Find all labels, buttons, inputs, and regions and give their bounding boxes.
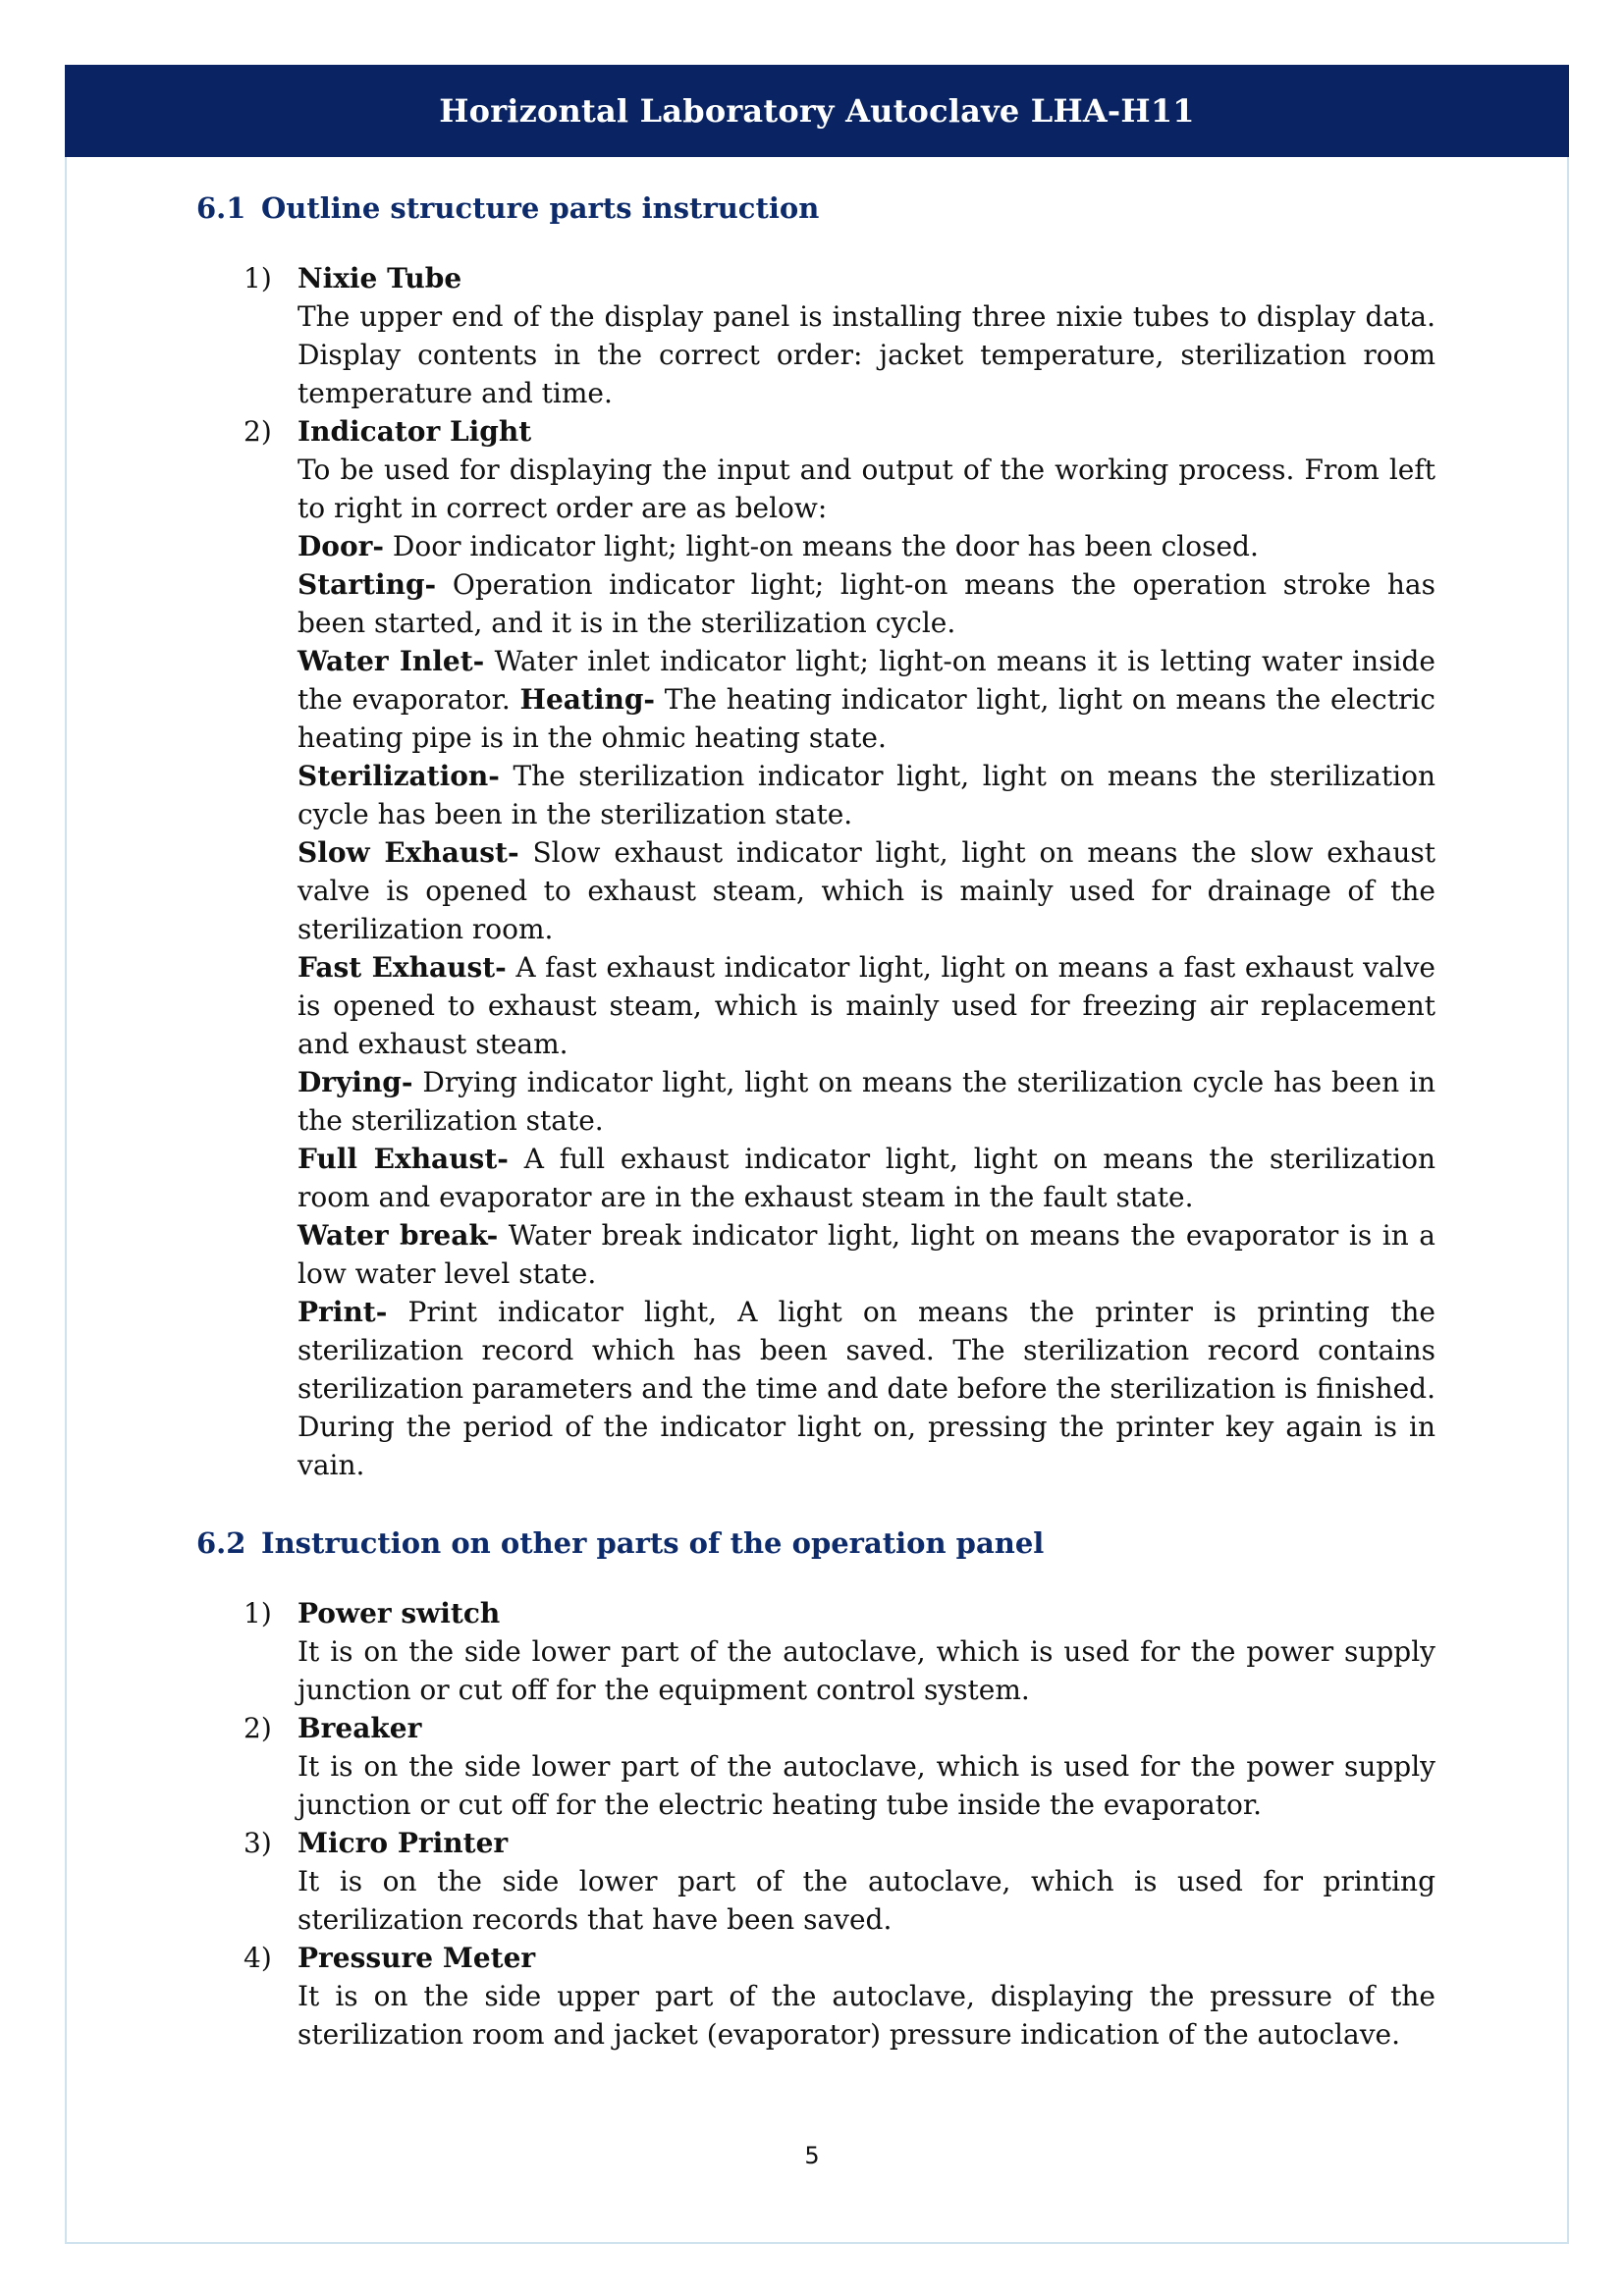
indicator-label: Slow Exhaust- bbox=[298, 836, 519, 869]
item-intro: To be used for displaying the input and output of the working process. From left to right in correct order are as below: bbox=[298, 454, 1435, 524]
indicator-fast-exhaust bbox=[298, 948, 1435, 1063]
list-marker: 2) bbox=[244, 415, 272, 448]
indicator-text: Print indicator light, A light on means the printer is printing the sterilization record which has been saved. The sterilization record contains sterilization parameters and the time and date before the sterilization is finished. During the period of the indicator light on, pressing the printer key again is in vain. bbox=[298, 1296, 1435, 1481]
indicator-label: Print- bbox=[298, 1296, 388, 1328]
list-item-indicator-light bbox=[196, 412, 1435, 1484]
indicator-text: A full exhaust indicator light, light on means the sterilization room and evaporator are in the exhaust steam in the fault state. bbox=[298, 1143, 1435, 1213]
section-heading-6-2 bbox=[196, 1523, 1435, 1563]
list-item-breaker bbox=[196, 1709, 1435, 1824]
indicator-text: Drying indicator light, light on means the sterilization cycle has been in the sterilization state. bbox=[298, 1066, 1435, 1137]
indicator-sterilization bbox=[298, 757, 1435, 833]
list-item-pressure-meter bbox=[196, 1939, 1435, 2054]
indicator-label: Water break- bbox=[298, 1219, 499, 1252]
indicator-label: Drying- bbox=[298, 1066, 413, 1098]
indicator-door bbox=[298, 527, 1435, 565]
section-6-2-list bbox=[196, 1594, 1435, 2054]
document-title: Horizontal Laboratory Autoclave LHA-H11 bbox=[439, 92, 1195, 130]
indicator-label: Full Exhaust- bbox=[298, 1143, 509, 1175]
item-text: It is on the side lower part of the autoclave, which is used for the power supply junction or cut off for the equipment control system. bbox=[298, 1635, 1435, 1706]
section-number: 6.2 bbox=[196, 1526, 246, 1560]
indicator-print bbox=[298, 1293, 1435, 1484]
indicator-label: Door- bbox=[298, 530, 385, 562]
indicator-text: A fast exhaust indicator light, light on means a fast exhaust valve is opened to exhaust steam, which is mainly used for freezing air replacement and exhaust steam. bbox=[298, 951, 1435, 1060]
indicator-text: The heating indicator light, light on means the electric heating pipe is in the ohmic heating state. bbox=[298, 683, 1435, 754]
indicator-drying bbox=[298, 1063, 1435, 1140]
indicator-text: Water inlet indicator light; light-on means it is letting water inside the evaporator. bbox=[298, 645, 1435, 716]
section-title: Instruction on other parts of the operation panel bbox=[261, 1526, 1045, 1560]
indicator-text: Door indicator light; light-on means the door has been closed. bbox=[384, 530, 1259, 562]
list-item-nixie-tube bbox=[196, 259, 1435, 412]
item-title: Breaker bbox=[298, 1712, 422, 1744]
indicator-text: Slow exhaust indicator light, light on means the slow exhaust valve is opened to exhaust steam, which is mainly used for drainage of the sterilization room. bbox=[298, 836, 1435, 945]
section-number: 6.1 bbox=[196, 191, 246, 225]
item-title: Nixie Tube bbox=[298, 262, 462, 294]
list-item-micro-printer bbox=[196, 1824, 1435, 1939]
indicator-starting bbox=[298, 565, 1435, 642]
list-marker: 4) bbox=[244, 1942, 272, 1974]
item-text: The upper end of the display panel is installing three nixie tubes to display data. Display contents in the correct order: jacket temperature, sterilization room temperature and time. bbox=[298, 300, 1435, 409]
indicator-label: Fast Exhaust- bbox=[298, 951, 507, 984]
list-marker: 2) bbox=[244, 1712, 272, 1744]
item-title: Pressure Meter bbox=[298, 1942, 536, 1974]
indicator-water-inlet bbox=[298, 642, 1435, 757]
list-marker: 1) bbox=[244, 1597, 272, 1629]
indicator-slow-exhaust bbox=[298, 833, 1435, 948]
item-title: Power switch bbox=[298, 1597, 501, 1629]
item-text: It is on the side lower part of the autoclave, which is used for the power supply junction or cut off for the electric heating tube inside the evaporator. bbox=[298, 1750, 1435, 1821]
indicator-text: The sterilization indicator light, light on means the sterilization cycle has been in the sterilization state. bbox=[298, 760, 1435, 830]
indicator-label: Water Inlet- bbox=[298, 645, 485, 677]
indicator-label: Heating- bbox=[519, 683, 656, 716]
indicator-water-break bbox=[298, 1216, 1435, 1293]
indicator-full-exhaust bbox=[298, 1140, 1435, 1216]
indicator-label: Sterilization- bbox=[298, 760, 500, 792]
indicator-label: Starting- bbox=[298, 568, 437, 601]
section-title: Outline structure parts instruction bbox=[261, 191, 820, 225]
item-text: It is on the side upper part of the autoclave, displaying the pressure of the sterilization room and jacket (evaporator) pressure indication of the autoclave. bbox=[298, 1980, 1435, 2051]
document-header bbox=[65, 65, 1569, 157]
list-marker: 1) bbox=[244, 262, 272, 294]
item-text: It is on the side lower part of the autoclave, which is used for printing sterilization records that have been saved. bbox=[298, 1865, 1435, 1936]
indicator-text: Operation indicator light; light-on means the operation stroke has been started, and it is in the sterilization cycle. bbox=[298, 568, 1435, 639]
page-content bbox=[196, 188, 1435, 2054]
list-marker: 3) bbox=[244, 1827, 272, 1859]
indicator-text: Water break indicator light, light on means the evaporator is in a low water level state. bbox=[298, 1219, 1435, 1290]
item-title: Micro Printer bbox=[298, 1827, 509, 1859]
section-6-1-list bbox=[196, 259, 1435, 1484]
section-heading-6-1 bbox=[196, 188, 1435, 228]
item-title: Indicator Light bbox=[298, 415, 532, 448]
page-number: 5 bbox=[804, 2142, 820, 2169]
list-item-power-switch bbox=[196, 1594, 1435, 1709]
